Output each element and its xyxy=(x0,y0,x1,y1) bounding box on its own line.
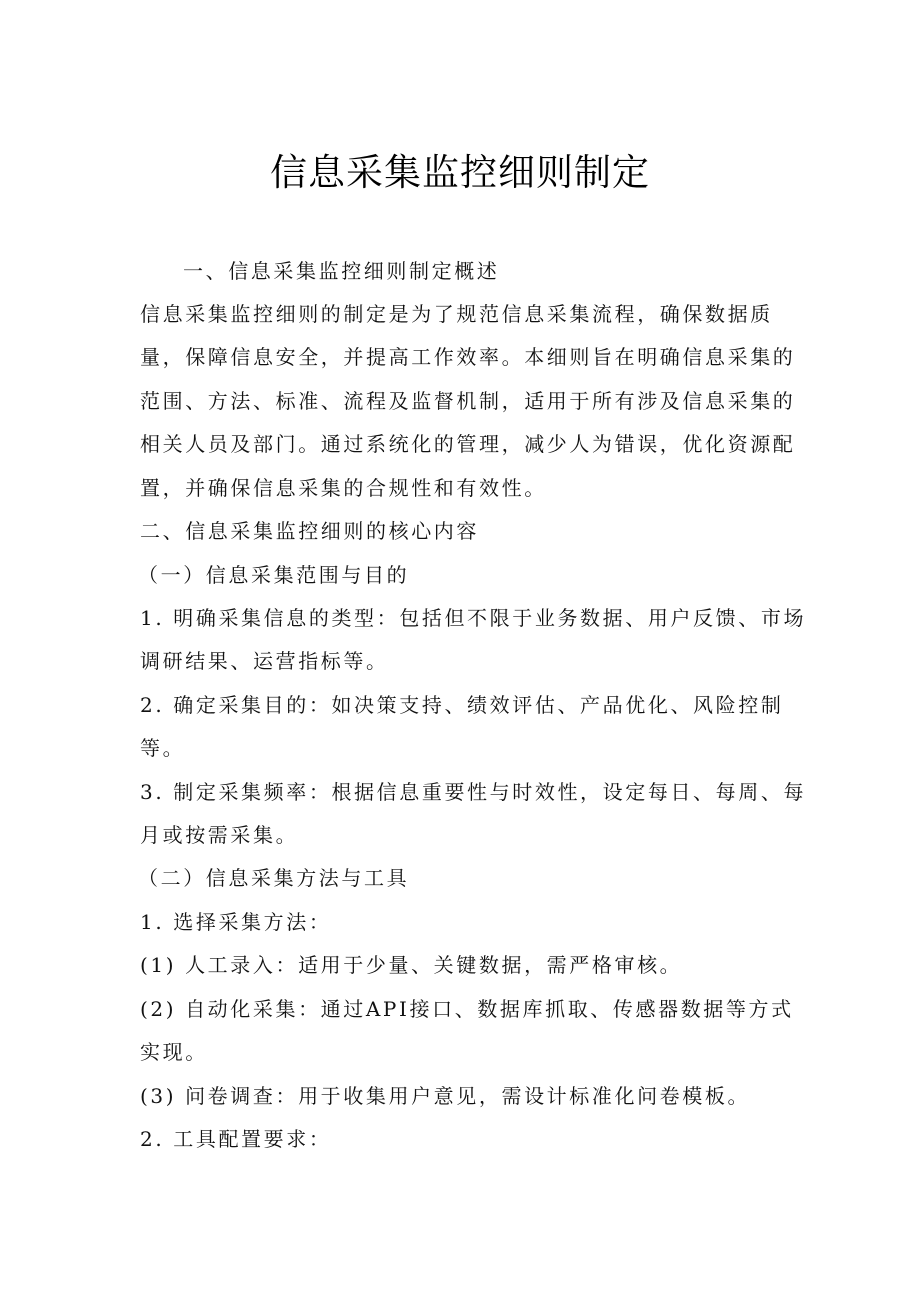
list-item: 3. 制定采集频率：根据信息重要性与时效性，设定每日、每周、每 xyxy=(140,780,807,804)
list-item: (1) 人工录入：适用于少量、关键数据，需严格审核。 xyxy=(140,953,683,977)
subsection-heading-scope: （一）信息采集范围与目的 xyxy=(138,563,410,587)
paragraph-line: 置，并确保信息采集的合规性和有效性。 xyxy=(140,476,547,500)
list-item: 月或按需采集。 xyxy=(140,823,299,847)
list-item: 2. 工具配置要求： xyxy=(140,1127,332,1151)
list-item: 1. 明确采集信息的类型：包括但不限于业务数据、用户反馈、市场 xyxy=(140,606,807,630)
list-item: 2. 确定采集目的：如决策支持、绩效评估、产品优化、风险控制 xyxy=(140,693,784,717)
document-title: 信息采集监控细则制定 xyxy=(270,151,650,194)
section-heading-overview: 一、信息采集监控细则制定概述 xyxy=(183,259,500,283)
list-item: (2) 自动化采集：通过API接口、数据库抓取、传感器数据等方式 xyxy=(140,997,794,1021)
paragraph-line: 量，保障信息安全，并提高工作效率。本细则旨在明确信息采集的 xyxy=(140,345,796,369)
subsection-heading-methods: （二）信息采集方法与工具 xyxy=(138,866,410,890)
section-heading-core-content: 二、信息采集监控细则的核心内容 xyxy=(140,519,479,543)
list-item: 等。 xyxy=(140,736,186,760)
list-item: 调研结果、运营指标等。 xyxy=(140,649,389,673)
list-item: 1. 选择采集方法： xyxy=(140,910,332,934)
list-item: 实现。 xyxy=(140,1040,208,1064)
list-item: (3) 问卷调查：用于收集用户意见，需设计标准化问卷模板。 xyxy=(140,1084,751,1108)
paragraph-line: 信息采集监控细则的制定是为了规范信息采集流程，确保数据质 xyxy=(140,302,773,326)
paragraph-line: 相关人员及部门。通过系统化的管理，减少人为错误，优化资源配 xyxy=(140,432,796,456)
paragraph-line: 范围、方法、标准、流程及监督机制，适用于所有涉及信息采集的 xyxy=(140,389,796,413)
